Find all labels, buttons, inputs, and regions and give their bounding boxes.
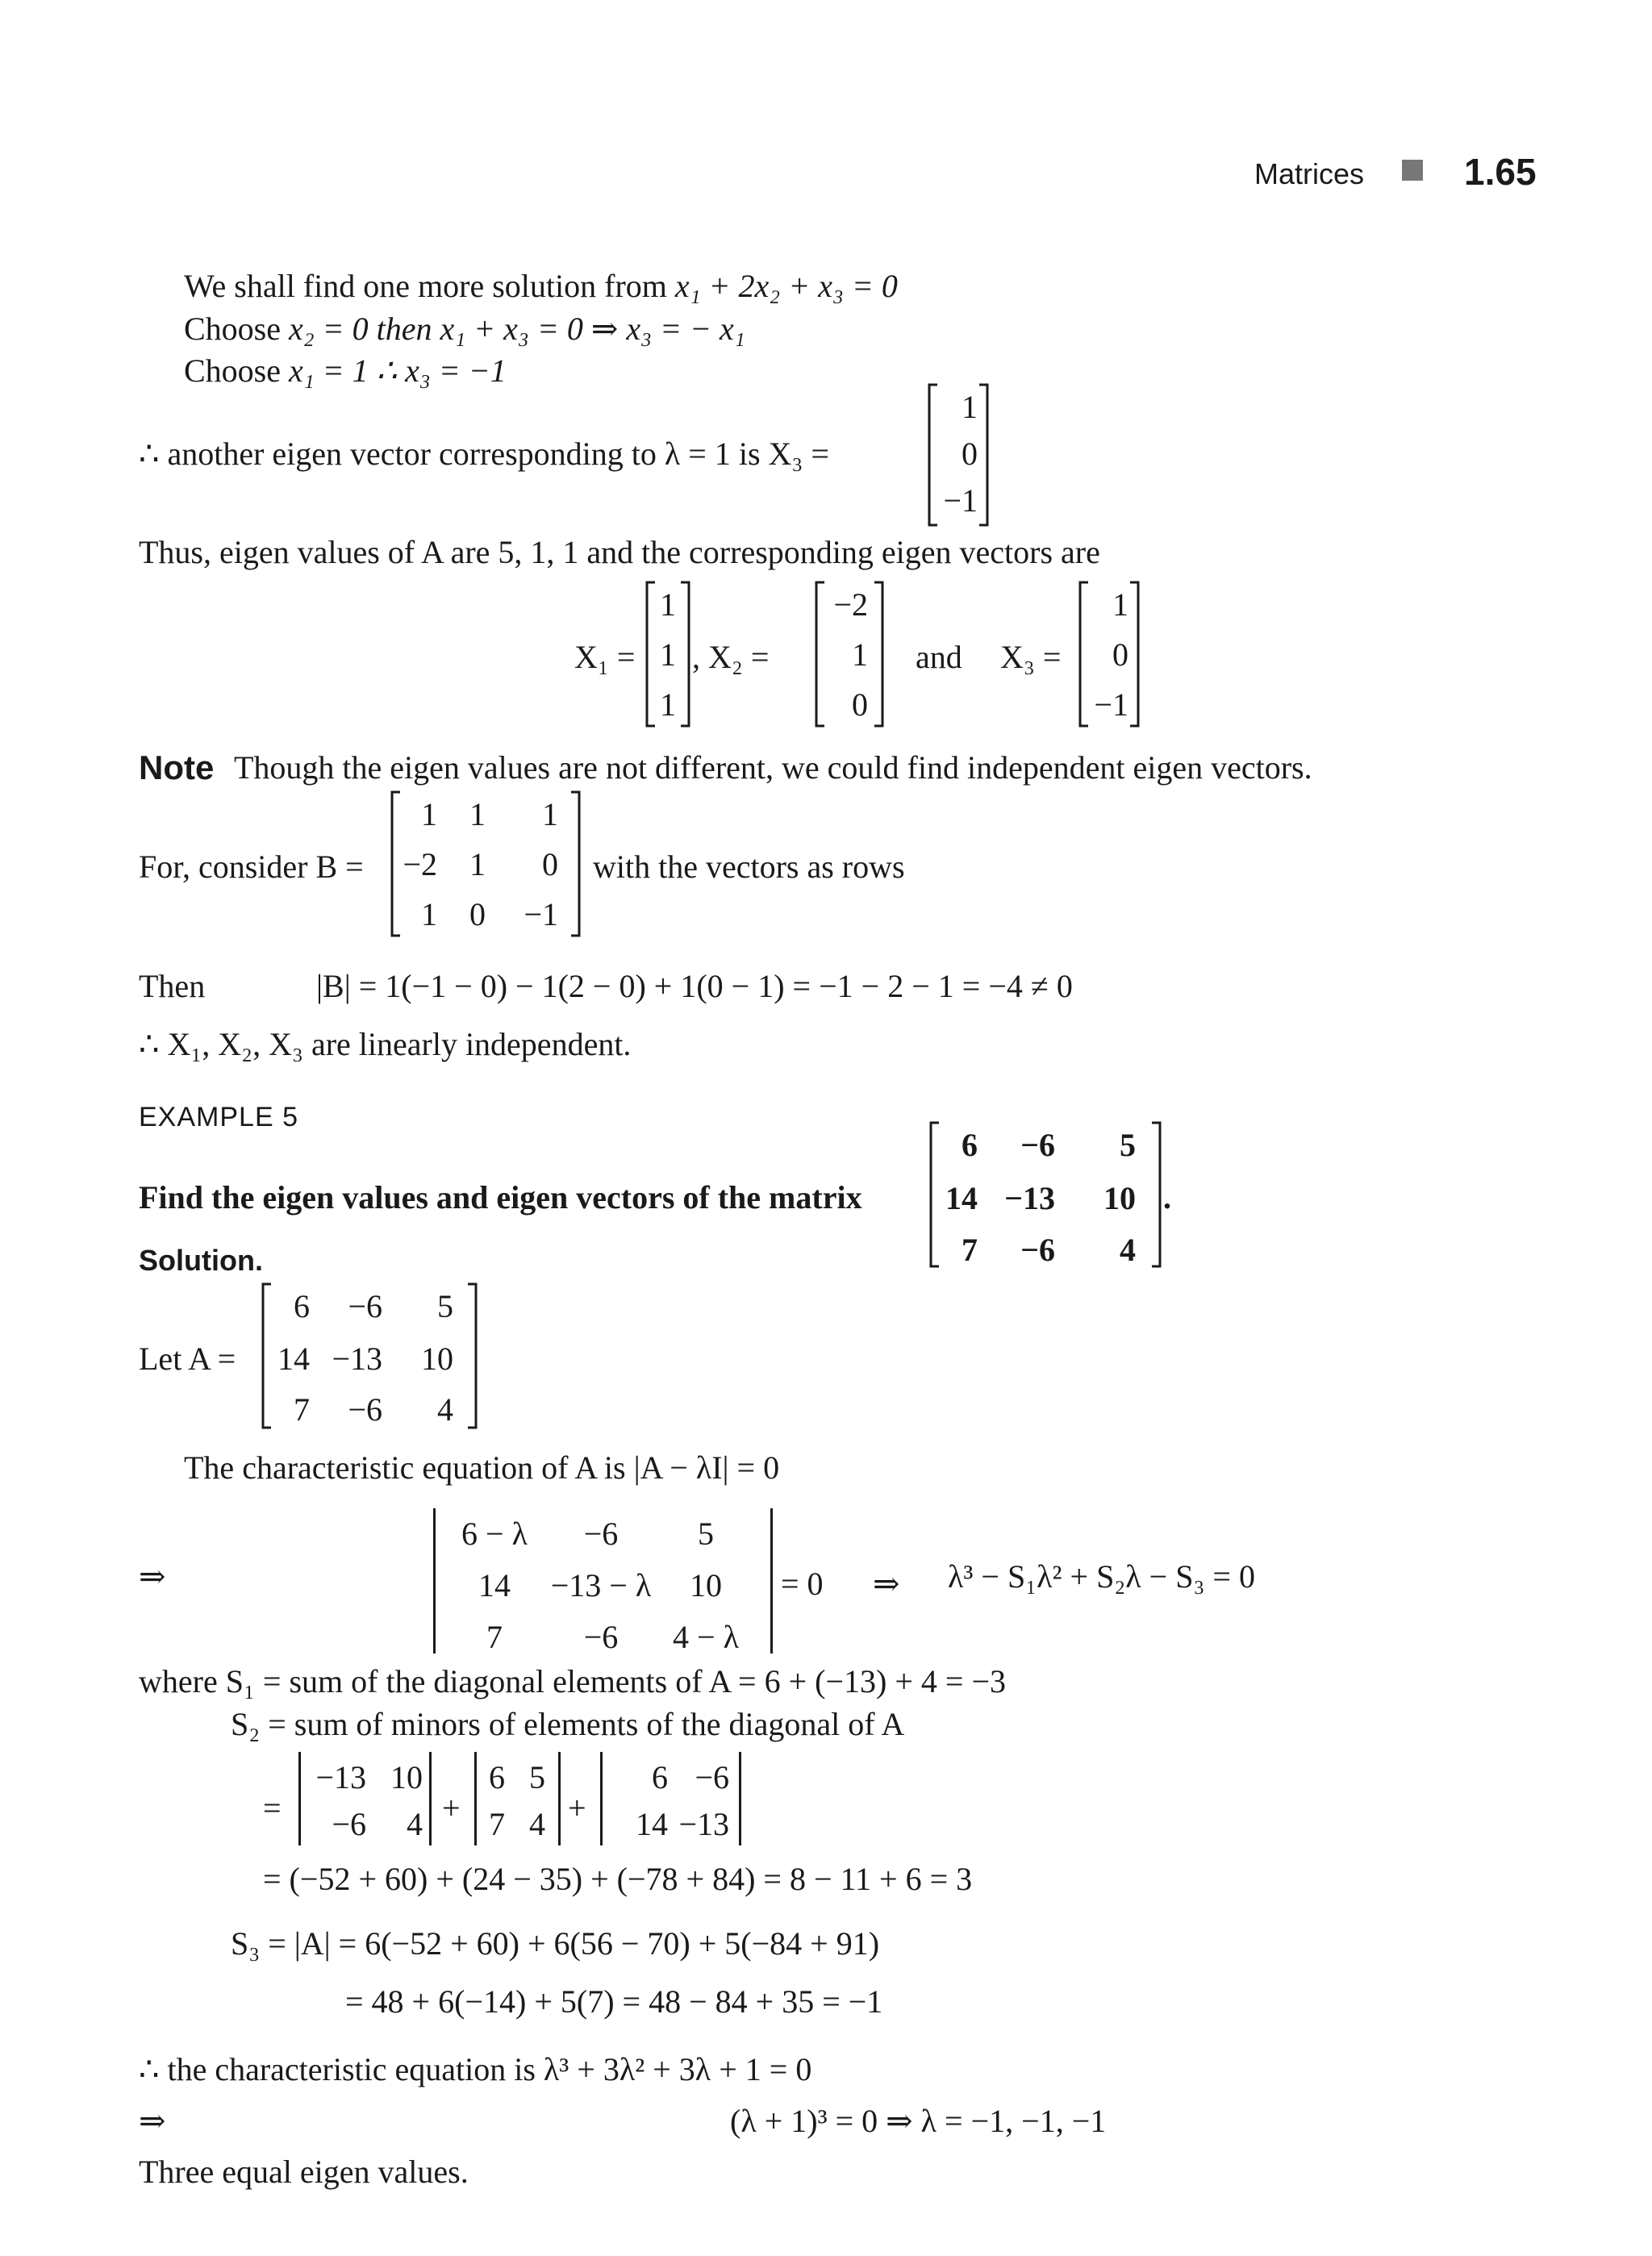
implies-symbol: ⇒ bbox=[139, 1558, 166, 1595]
equation: (λ + 1)³ = 0 ⇒ λ = −1, −1, −1 bbox=[730, 2103, 1107, 2139]
matrix-cell: 4 bbox=[529, 1806, 545, 1842]
matrix-cell: 14 bbox=[945, 1180, 978, 1216]
matrix-cell: 6 bbox=[652, 1759, 668, 1795]
text-segment: We shall find one more solution from bbox=[184, 268, 667, 304]
minor-determinant bbox=[473, 1752, 561, 1845]
column-vector-x3 bbox=[926, 383, 991, 527]
period: . bbox=[1163, 1179, 1171, 1216]
text-line bbox=[184, 313, 745, 345]
matrix-cell: 5 bbox=[437, 1288, 453, 1324]
matrix-cell: 1 bbox=[469, 846, 486, 882]
running-header-title: Matrices bbox=[1254, 157, 1365, 190]
matrix-cell: −6 bbox=[583, 1619, 619, 1655]
matrix-cell: 7 bbox=[962, 1232, 978, 1268]
equation: x₁ + 2x₂ + x₃ = 0 bbox=[674, 268, 898, 304]
column-vector-x3 bbox=[1077, 581, 1141, 728]
matrix-b bbox=[389, 790, 582, 937]
matrix-cell: 10 bbox=[390, 1759, 423, 1795]
equation: = 48 + 6(−14) + 5(7) = 48 − 84 + 35 = −1 bbox=[345, 1983, 883, 2020]
vector-label: X₁ = bbox=[574, 639, 636, 675]
example-label: EXAMPLE 5 bbox=[139, 1102, 298, 1132]
determinant-bar bbox=[770, 1508, 773, 1653]
matrix-cell: 1 bbox=[660, 636, 676, 673]
matrix-example bbox=[928, 1121, 1163, 1268]
matrix-cell: 10 bbox=[421, 1341, 453, 1377]
matrix-cell: 10 bbox=[1103, 1180, 1136, 1216]
equals-zero: = 0 bbox=[781, 1566, 824, 1602]
equation: = (−52 + 60) + (24 − 35) + (−78 + 84) = 8 − 11 + 6 = 3 bbox=[263, 1861, 973, 1897]
determinant-bar bbox=[429, 1752, 432, 1845]
page-number: 1.65 bbox=[1464, 151, 1537, 193]
text-line bbox=[184, 270, 898, 302]
text-line: ∴ the characteristic equation is λ³ + 3λ² + 3λ + 1 = 0 bbox=[139, 2051, 812, 2087]
plus-sign: + bbox=[568, 1790, 586, 1826]
minor-determinant bbox=[599, 1752, 742, 1845]
matrix-cell: 6 bbox=[294, 1288, 310, 1324]
matrix-cell: 1 bbox=[962, 389, 978, 425]
matrix-cell: −1 bbox=[1094, 686, 1128, 723]
text-line: S₂ = sum of minors of elements of the diagonal of A bbox=[231, 1706, 905, 1742]
matrix-cell: 1 bbox=[1112, 586, 1128, 623]
matrix-cell: −6 bbox=[332, 1806, 366, 1842]
matrix-cell: 14 bbox=[636, 1806, 668, 1842]
matrix-cell: −13 bbox=[332, 1341, 382, 1377]
matrix-cell: 5 bbox=[529, 1759, 545, 1795]
matrix-cell: 1 bbox=[852, 636, 868, 673]
minor-determinant bbox=[297, 1752, 432, 1845]
matrix-a bbox=[260, 1282, 479, 1429]
text-line: where S₁ = sum of the diagonal elements of A = 6 + (−13) + 4 = −3 bbox=[139, 1663, 1007, 1699]
matrix-cell: −2 bbox=[833, 586, 868, 623]
matrix-cell: 14 bbox=[277, 1341, 310, 1377]
matrix-cell: 6 − λ bbox=[461, 1516, 528, 1552]
text-line bbox=[184, 352, 507, 389]
determinant-bar bbox=[739, 1752, 741, 1845]
conjunction: and bbox=[916, 639, 962, 675]
note-label: Note bbox=[139, 749, 215, 786]
text-line: The characteristic equation of A is |A − λI| = 0 bbox=[184, 1449, 780, 1486]
matrix-cell: 1 bbox=[660, 586, 676, 623]
matrix-cell: 7 bbox=[489, 1806, 505, 1842]
matrix-cell: 1 bbox=[421, 796, 437, 832]
vector-label: , X₂ = bbox=[692, 639, 770, 675]
matrix-cell: −6 bbox=[348, 1391, 382, 1428]
matrix-cell: 1 bbox=[421, 896, 437, 932]
matrix-cell: 1 bbox=[542, 796, 558, 832]
matrix-cell: −2 bbox=[403, 846, 437, 882]
matrix-cell: 4 − λ bbox=[673, 1619, 739, 1655]
text-line: with the vectors as rows bbox=[593, 849, 905, 885]
matrix-cell: −6 bbox=[348, 1288, 382, 1324]
matrix-cell: 6 bbox=[962, 1127, 978, 1163]
text-segment: Choose bbox=[184, 311, 281, 347]
matrix-cell: 0 bbox=[1112, 636, 1128, 673]
matrix-cell: −13 bbox=[315, 1759, 366, 1795]
matrix-cell: 5 bbox=[698, 1516, 714, 1552]
plus-sign: + bbox=[442, 1790, 461, 1826]
text-line: For, consider B = bbox=[139, 849, 364, 885]
text-line: Three equal eigen values. bbox=[139, 2154, 469, 2190]
equation: S₃ = |A| = 6(−52 + 60) + 6(56 − 70) + 5(−84 + 91) bbox=[231, 1925, 880, 1962]
matrix-cell: 5 bbox=[1120, 1127, 1136, 1163]
matrix-cell: −1 bbox=[524, 896, 558, 932]
column-vector-x2 bbox=[813, 581, 886, 728]
matrix-cell: 10 bbox=[690, 1567, 722, 1603]
equals-sign: = bbox=[263, 1790, 282, 1826]
equation: |B| = 1(−1 − 0) − 1(2 − 0) + 1(0 − 1) = −1 − 2 − 1 = −4 ≠ 0 bbox=[316, 968, 1073, 1004]
matrix-cell: −13 bbox=[1004, 1180, 1055, 1216]
matrix-cell: −6 bbox=[695, 1759, 729, 1795]
matrix-cell: −13 bbox=[678, 1806, 729, 1842]
matrix-cell: 4 bbox=[437, 1391, 453, 1428]
solution-label: Solution. bbox=[139, 1244, 263, 1277]
determinant-bar bbox=[558, 1752, 561, 1845]
vector-label: X₃ = bbox=[1000, 639, 1062, 675]
equation: x₂ = 0 then x₁ + x₃ = 0 ⇒ x₃ = − x₁ bbox=[289, 311, 745, 347]
matrix-cell: 6 bbox=[489, 1759, 505, 1795]
matrix-cell: 1 bbox=[660, 686, 676, 723]
matrix-cell: −6 bbox=[1020, 1127, 1055, 1163]
text-line: ∴ X₁, X₂, X₃ are linearly independent. bbox=[139, 1026, 632, 1062]
matrix-cell: 0 bbox=[962, 436, 978, 472]
text-line: Let A = bbox=[139, 1341, 236, 1377]
text-line: ∴ another eigen vector corresponding to λ = 1 is X₃ = bbox=[139, 436, 829, 472]
matrix-cell: −13 − λ bbox=[550, 1567, 652, 1603]
text-line: Then bbox=[139, 968, 206, 1004]
determinant-bar bbox=[433, 1508, 436, 1653]
matrix-cell: 4 bbox=[1120, 1232, 1136, 1268]
text-segment: Choose bbox=[184, 352, 281, 389]
example-statement: Find the eigen values and eigen vectors of the matrix bbox=[139, 1179, 862, 1216]
equation: x₁ = 1 ∴ x₃ = −1 bbox=[289, 352, 507, 389]
note-text: Though the eigen values are not different, we could find independent eigen vectors. bbox=[234, 749, 1312, 786]
matrix-cell: 1 bbox=[469, 796, 486, 832]
matrix-cell: 4 bbox=[407, 1806, 423, 1842]
implies-symbol: ⇒ bbox=[139, 2103, 166, 2139]
implies-symbol: ⇒ bbox=[873, 1566, 900, 1602]
header-square-icon bbox=[1402, 160, 1423, 181]
matrix-cell: −1 bbox=[943, 482, 978, 519]
matrix-cell: 14 bbox=[478, 1567, 511, 1603]
matrix-cell: 7 bbox=[294, 1391, 310, 1428]
matrix-cell: 0 bbox=[852, 686, 868, 723]
matrix-cell: 0 bbox=[469, 896, 486, 932]
matrix-cell: −6 bbox=[583, 1516, 619, 1552]
matrix-cell: 7 bbox=[486, 1619, 503, 1655]
cubic-form: λ³ − S₁λ² + S₂λ − S₃ = 0 bbox=[948, 1558, 1255, 1595]
matrix-cell: −6 bbox=[1020, 1232, 1055, 1268]
characteristic-determinant bbox=[432, 1508, 774, 1653]
matrix-cell: 0 bbox=[542, 846, 558, 882]
column-vector-x1 bbox=[644, 581, 692, 728]
text-line: Thus, eigen values of A are 5, 1, 1 and the corresponding eigen vectors are bbox=[139, 534, 1100, 570]
